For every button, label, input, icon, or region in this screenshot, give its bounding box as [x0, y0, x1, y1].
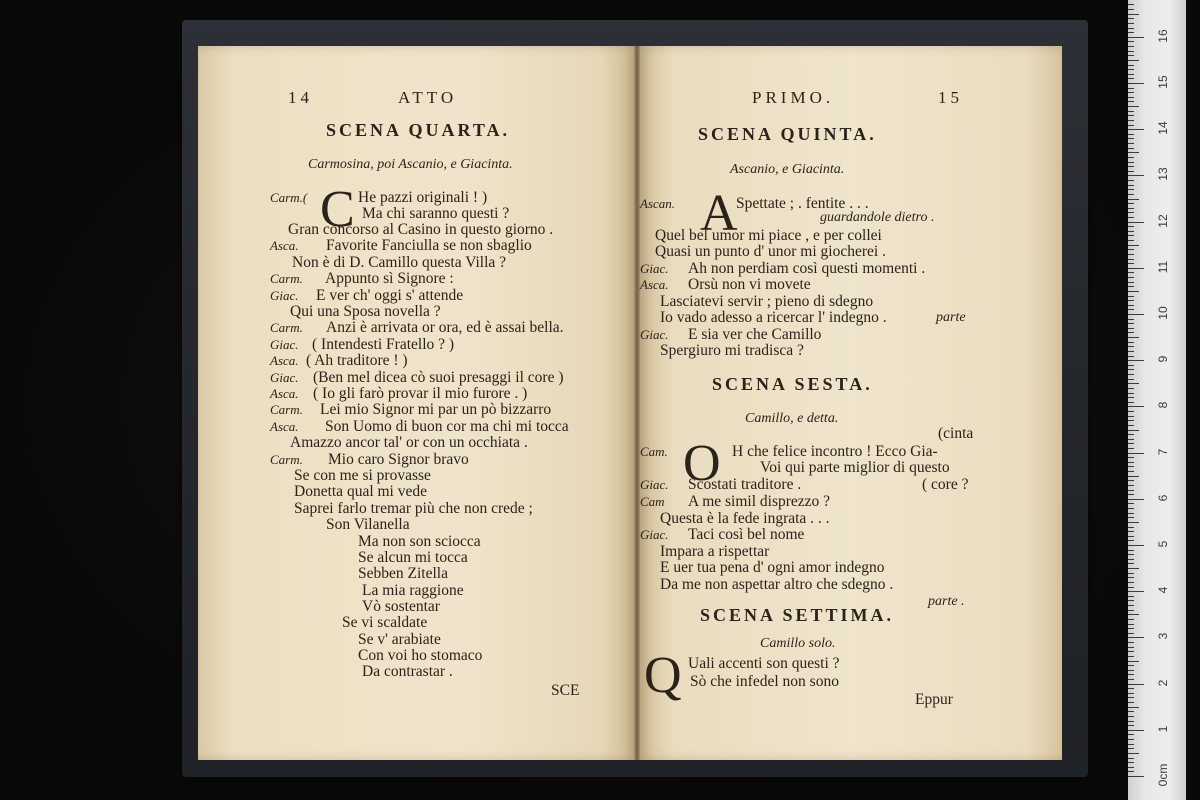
ruler-tick — [1128, 374, 1134, 375]
ruler-tick — [1128, 286, 1134, 287]
ruler-tick — [1128, 416, 1134, 417]
ruler-tick — [1128, 402, 1134, 403]
ruler-tick — [1128, 282, 1134, 283]
ruler-tick — [1128, 462, 1134, 463]
ruler-tick — [1128, 235, 1134, 236]
ruler-tick — [1128, 614, 1139, 615]
ruler-tick — [1128, 342, 1134, 343]
ruler-tick — [1128, 272, 1134, 273]
ruler-tick — [1128, 531, 1134, 532]
verse-line: Anzi è arrivata or ora, ed è assai bella. — [326, 319, 564, 336]
ruler-tick — [1128, 120, 1134, 121]
verse-line: guardandole dietro . — [820, 210, 935, 225]
ruler-tick — [1128, 185, 1134, 186]
ruler-tick — [1128, 457, 1134, 458]
scene5-title: SCENA QUINTA. — [698, 124, 877, 144]
ruler-tick — [1128, 226, 1134, 227]
ruler-tick — [1128, 346, 1134, 347]
ruler-tick — [1128, 383, 1139, 384]
ruler-tick — [1128, 656, 1134, 657]
ruler-tick — [1128, 753, 1139, 754]
ruler-tick — [1128, 674, 1134, 675]
ruler-tick — [1128, 37, 1144, 38]
ruler-tick — [1128, 425, 1134, 426]
ruler-tick — [1128, 725, 1134, 726]
ruler-tick — [1128, 679, 1134, 680]
ruler-number: 16 — [1156, 29, 1170, 43]
ruler-tick — [1128, 46, 1134, 47]
ruler-tick — [1128, 18, 1134, 19]
ruler-tick — [1128, 92, 1134, 93]
ruler-tick — [1128, 600, 1134, 601]
ruler-number: 13 — [1156, 167, 1170, 182]
ruler-tick — [1128, 670, 1134, 671]
ruler-tick — [1128, 337, 1139, 338]
ruler-tick — [1128, 138, 1134, 139]
ruler-tick — [1128, 513, 1134, 514]
ruler-tick — [1128, 393, 1134, 394]
verse-line: Se vi scaldate — [342, 614, 428, 631]
ruler-tick — [1128, 628, 1134, 629]
ruler-tick — [1128, 69, 1134, 70]
ruler-tick — [1128, 577, 1134, 578]
ruler-tick — [1128, 517, 1134, 518]
ruler-tick — [1128, 388, 1134, 389]
ruler-number: 14 — [1156, 121, 1170, 135]
verse-line: (cinta — [938, 425, 974, 442]
ruler-tick — [1128, 707, 1139, 708]
ruler-tick — [1128, 134, 1134, 135]
ruler-tick — [1128, 563, 1134, 564]
drop-cap-a: A — [700, 185, 738, 242]
ruler-tick — [1128, 9, 1134, 10]
speaker-label: Carm. — [270, 320, 303, 335]
ruler-tick — [1128, 4, 1134, 5]
ruler-tick — [1128, 503, 1134, 504]
ruler-tick — [1128, 305, 1134, 306]
speaker-label: Asca. — [270, 419, 299, 434]
ruler-number: 12 — [1156, 213, 1170, 228]
ruler-tick — [1128, 485, 1134, 486]
ruler-tick — [1128, 365, 1134, 366]
ruler-tick — [1128, 41, 1134, 42]
ruler-tick — [1128, 212, 1134, 213]
ruler-tick — [1128, 711, 1134, 712]
verse-line: Scostati traditore . — [688, 476, 802, 493]
ruler-tick — [1128, 263, 1134, 264]
ruler-tick — [1128, 443, 1134, 444]
ruler-tick — [1128, 702, 1134, 703]
verse-line: Lei mio Signor mi par un pò bizzarro — [320, 401, 552, 418]
verse-line: ( Ah traditore ! ) — [306, 352, 408, 369]
ruler-number: 3 — [1156, 633, 1170, 640]
page-number-right: 15 — [938, 88, 963, 107]
running-head-left: ATTO — [398, 88, 458, 107]
ruler-number: 4 — [1156, 586, 1170, 594]
ruler-tick — [1128, 356, 1134, 357]
ruler-tick — [1128, 83, 1144, 84]
ruler-tick — [1128, 309, 1134, 310]
ruler-tick — [1128, 397, 1134, 398]
ruler-tick — [1128, 610, 1134, 611]
ruler-tick — [1128, 716, 1134, 717]
verse-line: Quasi un punto d' unor mi giocherei . — [655, 243, 886, 260]
catchword-right: Eppur — [915, 691, 953, 708]
ruler-tick — [1128, 730, 1144, 731]
verse-line: Voi qui parte miglior di questo — [760, 459, 950, 476]
ruler-tick — [1128, 693, 1134, 694]
verse-line: Se con me si provasse — [294, 467, 431, 484]
ruler-tick — [1128, 78, 1134, 79]
ruler-tick — [1128, 499, 1144, 500]
verse-line: H che felice incontro ! Ecco Gia- — [732, 443, 938, 460]
ruler-tick — [1128, 194, 1134, 195]
ruler-tick — [1128, 688, 1134, 689]
ruler-tick — [1128, 758, 1134, 759]
ruler-tick — [1128, 430, 1139, 431]
verse-line: (Ben mel dicea cò suoi presaggi il core ) — [313, 369, 564, 386]
verse-line: Da contrastar . — [362, 663, 453, 680]
ruler-tick — [1128, 245, 1139, 246]
verse-line: Lasciatevi servir ; pieno di sdegno — [660, 293, 874, 310]
ruler-tick — [1128, 453, 1144, 454]
ruler-tick — [1128, 166, 1134, 167]
ruler-tick — [1128, 291, 1139, 292]
ruler-tick — [1128, 23, 1134, 24]
verse-line: Ma chi saranno questi ? — [362, 205, 510, 222]
ruler-tick — [1128, 208, 1134, 209]
verse-line: Son Vilanella — [326, 516, 410, 533]
verse-line: Quel bel umor mi piace , e per collei — [655, 227, 882, 244]
ruler-tick — [1128, 591, 1144, 592]
scene6-title: SCENA SESTA. — [712, 374, 873, 394]
verse-line: ( Io gli farò provar il mio furore . ) — [313, 385, 528, 402]
ruler-tick — [1128, 545, 1144, 546]
ruler-number: 6 — [1156, 494, 1170, 502]
ruler-number: 8 — [1156, 402, 1170, 409]
verse-line: Sebben Zitella — [358, 565, 448, 582]
scene7-title: SCENA SETTIMA. — [700, 605, 895, 625]
speaker-label: Cam — [640, 494, 665, 509]
ruler-tick — [1128, 697, 1134, 698]
verse-line: Taci così bel nome — [688, 526, 805, 543]
drop-cap-q: Q — [644, 647, 682, 704]
ruler-tick — [1128, 240, 1134, 241]
verse-line: Questa è la fede ingrata . . . — [660, 510, 830, 527]
ruler-tick — [1128, 647, 1134, 648]
verse-line: Saprei farlo tremar più che non crede ; — [294, 500, 533, 517]
verse-line: ( Intendesti Fratello ? ) — [312, 336, 455, 353]
verse-line: Con voi ho stomaco — [358, 647, 483, 664]
ruler-number: 11 — [1156, 260, 1170, 274]
drop-cap-c: C — [320, 181, 355, 238]
drop-cap-o: O — [683, 435, 721, 492]
verse-line: A me simil disprezzo ? — [688, 493, 831, 510]
speaker-label: Giac. — [270, 288, 299, 303]
verse-line: Impara a rispettar — [660, 543, 770, 560]
scene7-cast: Camillo solo. — [760, 636, 836, 651]
verse-line: Favorite Fanciulla se non sbaglio — [326, 237, 532, 254]
ruler-tick — [1128, 734, 1134, 735]
ruler-tick — [1128, 420, 1134, 421]
ruler-tick — [1128, 319, 1134, 320]
ruler-tick — [1128, 721, 1134, 722]
ruler-tick — [1128, 619, 1134, 620]
ruler-tick — [1128, 115, 1134, 116]
ruler-tick — [1128, 129, 1144, 130]
ruler-number: 15 — [1156, 75, 1170, 89]
speaker-label: Carm. — [270, 452, 303, 467]
speaker-label: Asca. — [270, 238, 299, 253]
ruler-tick — [1128, 406, 1144, 407]
ruler-tick — [1128, 748, 1134, 749]
ruler-tick — [1128, 332, 1134, 333]
verse-line: Amazzo ancor tal' or con un occhiata . — [290, 434, 528, 451]
ruler-tick — [1128, 14, 1139, 15]
ruler-tick — [1128, 439, 1134, 440]
ruler-tick — [1128, 55, 1134, 56]
verse-line: E sia ver che Camillo — [688, 326, 822, 343]
ruler-tick — [1128, 74, 1134, 75]
ruler-tick — [1128, 254, 1134, 255]
ruler-number: 2 — [1156, 679, 1170, 686]
book-gutter — [634, 46, 640, 760]
speaker-label: Asca. — [270, 353, 299, 368]
ruler-tick — [1128, 633, 1134, 634]
speaker-label: Asca. — [640, 277, 669, 292]
ruler-tick — [1128, 540, 1134, 541]
ruler-tick — [1128, 259, 1134, 260]
verse-line: Donetta qual mi vede — [294, 483, 427, 500]
verse-line: La mia raggione — [362, 582, 464, 599]
ruler-tick — [1128, 494, 1134, 495]
ruler-tick — [1128, 637, 1144, 638]
ruler-number: 7 — [1156, 448, 1170, 455]
verse-line: Se alcun mi tocca — [358, 549, 468, 566]
verse-line: Qui una Sposa novella ? — [290, 303, 441, 320]
ruler-tick — [1128, 434, 1134, 435]
verse-line: Se v' arabiate — [358, 631, 441, 648]
verse-line: Non è di D. Camillo questa Villa ? — [292, 254, 507, 271]
ruler-tick — [1128, 527, 1134, 528]
ruler-tick — [1128, 568, 1139, 569]
ruler-tick — [1128, 171, 1134, 172]
ruler-tick — [1128, 88, 1134, 89]
ruler-tick — [1128, 536, 1134, 537]
verse-line: E ver ch' oggi s' attende — [316, 287, 464, 304]
verse-line: Gran concorso al Casino in questo giorno . — [288, 221, 554, 238]
verse-line: parte — [936, 310, 966, 325]
ruler-tick — [1128, 148, 1134, 149]
ruler-tick — [1128, 624, 1134, 625]
catchword-left: SCE — [551, 682, 580, 699]
verse-line: Appunto sì Signore : — [325, 270, 454, 287]
ruler-tick — [1128, 762, 1134, 763]
scene-title: SCENA QUARTA. — [326, 120, 511, 140]
speaker-label: Cam. — [640, 444, 668, 459]
ruler-tick — [1128, 379, 1134, 380]
ruler-tick — [1128, 217, 1134, 218]
ruler-unit-label: 0cm — [1156, 763, 1170, 787]
ruler-tick — [1128, 51, 1134, 52]
ruler-tick — [1128, 199, 1139, 200]
right-page — [638, 46, 1062, 760]
ruler-tick — [1128, 360, 1144, 361]
ruler-tick — [1128, 175, 1144, 176]
ruler-tick — [1128, 60, 1139, 61]
verse-line: Da me non aspettar altro che sdegno . — [660, 576, 894, 593]
ruler-tick — [1128, 189, 1134, 190]
ruler-tick — [1128, 661, 1139, 662]
ruler-tick — [1128, 143, 1134, 144]
ruler-tick — [1128, 596, 1134, 597]
measuring-ruler — [1128, 0, 1186, 800]
ruler-tick — [1128, 369, 1134, 370]
running-head-right: PRIMO. — [752, 88, 835, 107]
ruler-tick — [1128, 125, 1134, 126]
scene6-cast: Camillo, e detta. — [745, 411, 839, 426]
ruler-tick — [1128, 222, 1144, 223]
ruler-tick — [1128, 550, 1134, 551]
verse-line: Orsù non vi movete — [688, 276, 811, 293]
ruler-tick — [1128, 65, 1134, 66]
verse-line: He pazzi originali ! ) — [358, 189, 488, 206]
speaker-label: Carm. — [270, 402, 303, 417]
ruler-tick — [1128, 744, 1134, 745]
ruler-tick — [1128, 554, 1134, 555]
ruler-tick — [1128, 522, 1139, 523]
ruler-tick — [1128, 776, 1144, 777]
speaker-label: Giac. — [270, 337, 299, 352]
ruler-tick — [1128, 448, 1134, 449]
ruler-tick — [1128, 106, 1139, 107]
ruler-tick — [1128, 771, 1134, 772]
ruler-tick — [1128, 101, 1134, 102]
ruler-tick — [1128, 231, 1134, 232]
ruler-tick — [1128, 277, 1134, 278]
ruler-tick — [1128, 157, 1134, 158]
speaker-label: Asca. — [270, 386, 299, 401]
verse-line: Vò sostentar — [362, 598, 440, 615]
ruler-tick — [1128, 767, 1134, 768]
ruler-tick — [1128, 268, 1144, 269]
ruler-tick — [1128, 152, 1139, 153]
verse-line: Sò che infedel non sono — [690, 673, 839, 690]
verse-line: Io vado adesso a ricercar l' indegno . — [660, 309, 887, 326]
ruler-number: 5 — [1156, 540, 1170, 548]
speaker-label: Carm.( — [270, 190, 308, 205]
ruler-tick — [1128, 203, 1134, 204]
ruler-tick — [1128, 111, 1134, 112]
speaker-label: Giac. — [640, 477, 669, 492]
verse-line: Spergiuro mi tradisca ? — [660, 342, 804, 359]
ruler-tick — [1128, 651, 1134, 652]
ruler-tick — [1128, 180, 1134, 181]
verse-line: E uer tua pena d' ogni amor indegno — [660, 559, 885, 576]
ruler-number: 9 — [1156, 355, 1170, 363]
ruler-tick — [1128, 323, 1134, 324]
ruler-tick — [1128, 28, 1134, 29]
ruler-tick — [1128, 411, 1134, 412]
ruler-number: 1 — [1156, 725, 1170, 733]
verse-line: Ah non perdiam così questi momenti . — [688, 260, 926, 277]
ruler-tick — [1128, 587, 1134, 588]
speaker-label: Giac. — [640, 261, 669, 276]
speaker-label: Giac. — [270, 370, 299, 385]
ruler-tick — [1128, 684, 1144, 685]
ruler-tick — [1128, 351, 1134, 352]
ruler-tick — [1128, 665, 1134, 666]
ruler-tick — [1128, 508, 1134, 509]
verse-line: ( core ? — [922, 476, 969, 493]
ruler-tick — [1128, 328, 1134, 329]
ruler-tick — [1128, 642, 1134, 643]
ruler-tick — [1128, 480, 1134, 481]
verse-line: Mio caro Signor bravo — [328, 451, 469, 468]
verse-line: Son Uomo di buon cor ma chi mi tocca — [325, 418, 569, 435]
speaker-label: Giac. — [640, 527, 669, 542]
ruler-number: 10 — [1156, 306, 1170, 320]
ruler-tick — [1128, 739, 1134, 740]
page-number-left: 14 — [288, 88, 313, 107]
ruler-tick — [1128, 559, 1134, 560]
scene5-cast: Ascanio, e Giacinta. — [730, 162, 845, 177]
verse-line: Ma non son sciocca — [358, 533, 481, 550]
ruler-tick — [1128, 32, 1134, 33]
ruler-tick — [1128, 582, 1134, 583]
speaker-label: Giac. — [640, 327, 669, 342]
ruler-tick — [1128, 466, 1134, 467]
ruler-tick — [1128, 476, 1139, 477]
ruler-tick — [1128, 97, 1134, 98]
verse-line: Uali accenti son questi ? — [688, 655, 840, 672]
verse-line: parte . — [928, 594, 965, 609]
ruler-tick — [1128, 471, 1134, 472]
ruler-tick — [1128, 249, 1134, 250]
scene-cast: Carmosina, poi Ascanio, e Giacinta. — [308, 157, 513, 172]
ruler-tick — [1128, 314, 1144, 315]
ruler-tick — [1128, 605, 1134, 606]
ruler-tick — [1128, 162, 1134, 163]
ruler-tick — [1128, 300, 1134, 301]
ruler-tick — [1128, 490, 1134, 491]
verse-line: Spettate ; . fentite . . . — [736, 195, 869, 212]
speaker-label: Ascan. — [640, 196, 676, 211]
ruler-tick — [1128, 573, 1134, 574]
ruler-tick — [1128, 296, 1134, 297]
speaker-label: Carm. — [270, 271, 303, 286]
